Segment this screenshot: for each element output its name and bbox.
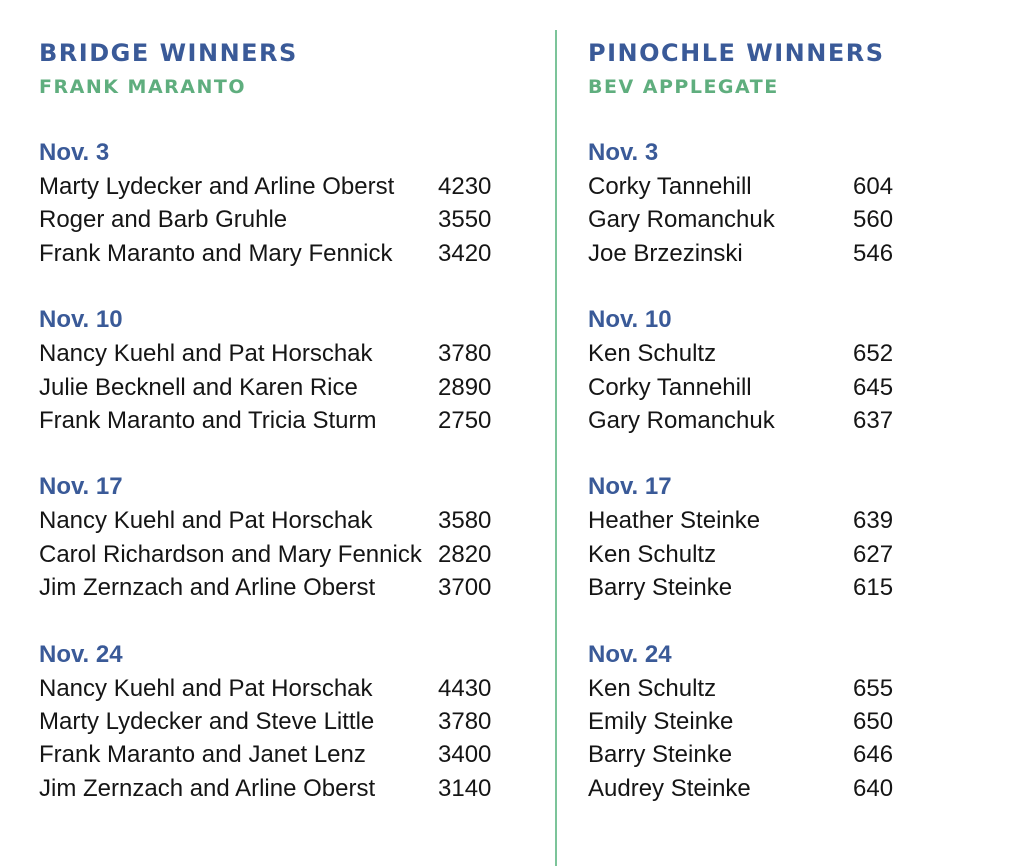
bridge-title: BRIDGE WINNERS [39, 39, 298, 67]
week-date: Nov. 24 [588, 640, 672, 668]
winner-score: 4230 [438, 173, 492, 200]
winner-names: Julie Becknell and Karen Rice [39, 373, 358, 401]
winner-name: Corky Tannehill [588, 373, 752, 401]
pinochle-week-nov-24 [588, 638, 908, 806]
week-date: Nov. 17 [39, 473, 123, 501]
table-row [39, 672, 509, 705]
table-row [588, 738, 908, 771]
winner-names: Carol Richardson and Mary Fennick [39, 540, 422, 568]
bridge-week-nov-3 [39, 136, 509, 270]
winner-name: Barry Steinke [588, 741, 733, 769]
winner-score: 3420 [438, 239, 492, 267]
winner-score: 645 [853, 373, 894, 401]
table-row [39, 237, 509, 270]
table-row [588, 672, 908, 705]
winner-name: Corky Tannehill [588, 173, 752, 200]
table-row [588, 571, 908, 604]
pinochle-week-nov-3 [588, 136, 908, 270]
winner-name: Heather Steinke [588, 507, 761, 535]
winner-names: Frank Maranto and Mary Fennick [39, 239, 393, 267]
winner-name: Barry Steinke [588, 574, 733, 602]
winner-names: Jim Zernzach and Arline Oberst [39, 774, 376, 802]
pinochle-week-nov-10 [588, 303, 908, 437]
winner-names: Nancy Kuehl and Pat Horschak [39, 340, 373, 368]
winner-score: 2820 [438, 540, 492, 568]
winner-names: Nancy Kuehl and Pat Horschak [39, 674, 373, 702]
winner-names: Frank Maranto and Tricia Sturm [39, 406, 377, 434]
winner-score: 2890 [438, 373, 492, 401]
winner-name: Ken Schultz [588, 674, 717, 702]
winner-score: 640 [853, 774, 894, 802]
table-row [588, 170, 908, 203]
winner-name: Gary Romanchuk [588, 206, 775, 234]
winner-score: 637 [853, 406, 894, 434]
week-date: Nov. 3 [39, 139, 110, 166]
pinochle-subtitle: BEV APPLEGATE [588, 76, 779, 98]
bridge-subtitle: FRANK MARANTO [39, 76, 247, 98]
winner-names: Marty Lydecker and Arline Oberst [39, 173, 395, 200]
winner-name: Gary Romanchuk [588, 406, 775, 434]
table-row [588, 504, 908, 537]
winner-score: 652 [853, 340, 894, 368]
winner-score: 2750 [438, 406, 492, 434]
winner-names: Frank Maranto and Janet Lenz [39, 741, 366, 769]
table-row [39, 538, 509, 571]
table-row [39, 203, 509, 236]
column-divider [555, 30, 557, 866]
winner-score: 4430 [438, 674, 492, 702]
winner-score: 604 [853, 173, 894, 200]
week-date: Nov. 10 [588, 306, 672, 334]
winner-names: Roger and Barb Gruhle [39, 206, 288, 234]
table-row [588, 237, 908, 270]
winner-score: 3700 [438, 574, 492, 602]
winner-name: Emily Steinke [588, 707, 734, 735]
bridge-week-nov-10 [39, 303, 509, 437]
table-row [39, 404, 509, 437]
winner-score: 646 [853, 741, 894, 769]
winner-score: 3580 [438, 507, 492, 535]
pinochle-week-nov-17 [588, 470, 908, 604]
winner-score: 615 [853, 574, 894, 602]
winner-names: Jim Zernzach and Arline Oberst [39, 574, 376, 602]
winner-names: Marty Lydecker and Steve Little [39, 707, 375, 735]
table-row [39, 170, 509, 203]
table-row [588, 538, 908, 571]
winner-score: 560 [853, 206, 894, 234]
winner-score: 3780 [438, 707, 492, 735]
table-row [588, 203, 908, 236]
winner-name: Audrey Steinke [588, 774, 751, 802]
table-row [39, 738, 509, 771]
pinochle-winners-column [588, 36, 908, 805]
winner-name: Joe Brzezinski [588, 239, 743, 267]
week-date: Nov. 10 [39, 306, 123, 334]
winner-name: Ken Schultz [588, 340, 717, 368]
winner-score: 3400 [438, 741, 492, 769]
winner-names: Nancy Kuehl and Pat Horschak [39, 507, 373, 535]
table-row [39, 705, 509, 738]
winner-score: 627 [853, 540, 894, 568]
pinochle-title: PINOCHLE WINNERS [588, 39, 885, 67]
table-row [39, 371, 509, 404]
table-row [588, 337, 908, 370]
winner-score: 639 [853, 507, 894, 535]
week-date: Nov. 3 [588, 139, 659, 166]
winner-name: Ken Schultz [588, 540, 717, 568]
table-row [588, 371, 908, 404]
table-row [39, 571, 509, 604]
bridge-week-nov-24 [39, 638, 509, 806]
winner-score: 3140 [438, 774, 492, 802]
winner-score: 546 [853, 239, 894, 267]
table-row [588, 772, 908, 805]
winner-score: 3780 [438, 340, 492, 368]
week-date: Nov. 24 [39, 640, 123, 668]
table-row [39, 337, 509, 370]
bridge-week-nov-17 [39, 470, 509, 604]
table-row [588, 705, 908, 738]
table-row [588, 404, 908, 437]
winner-score: 3550 [438, 206, 492, 234]
week-date: Nov. 17 [588, 473, 672, 501]
table-row [39, 772, 509, 805]
bridge-winners-column [39, 36, 509, 805]
winner-score: 650 [853, 707, 894, 735]
table-row [39, 504, 509, 537]
winner-score: 655 [853, 674, 894, 702]
